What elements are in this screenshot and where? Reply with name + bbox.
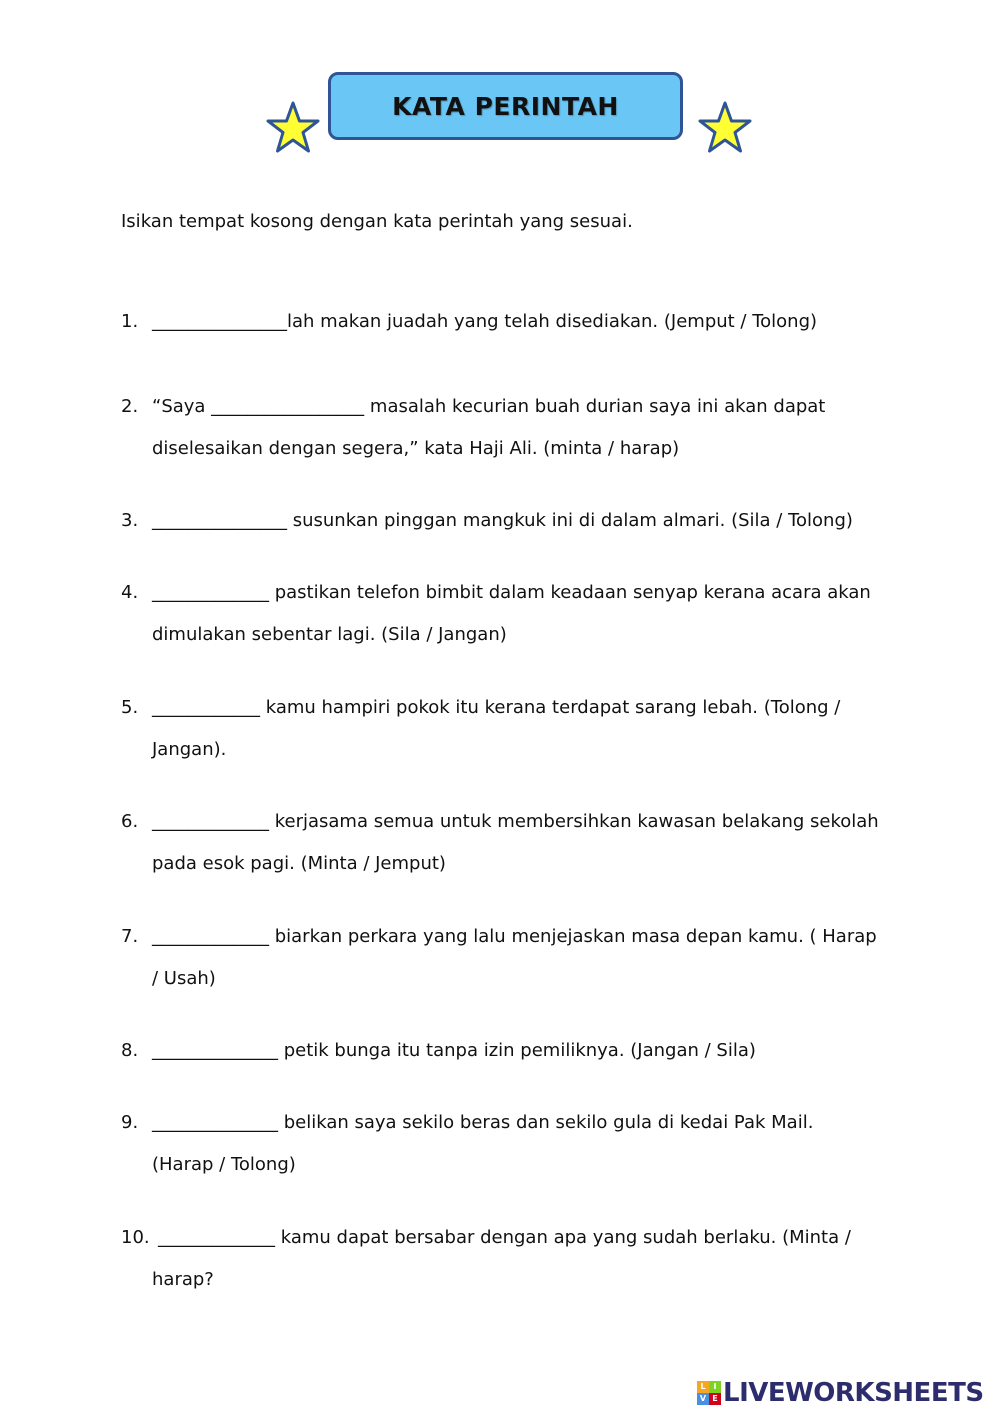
question-text: _____________ pastikan telefon bimbit dalam keadaan senyap kerana acara akan — [152, 582, 871, 603]
question-text-continued: / Usah) — [152, 968, 216, 989]
star-right-icon — [697, 100, 753, 154]
question-text: “Saya _________________ masalah kecurian buah durian saya ini akan dapat — [152, 396, 826, 417]
question-number: 3. — [121, 510, 139, 531]
question-text-continued: diselesaikan dengan segera,” kata Haji Ali. (minta / harap) — [152, 438, 680, 459]
logo-text: LIVEWORKSHEETS — [723, 1378, 984, 1408]
question-text-continued: pada esok pagi. (Minta / Jemput) — [152, 853, 446, 874]
question-number: 5. — [121, 697, 139, 718]
question-number: 2. — [121, 396, 139, 417]
question-text-continued: harap? — [152, 1269, 214, 1290]
question-number: 7. — [121, 926, 139, 947]
logo-icon: L I V E — [697, 1381, 721, 1405]
question-text: ______________ petik bunga itu tanpa izin pemiliknya. (Jangan / Sila) — [152, 1040, 756, 1061]
question-number: 10. — [121, 1227, 150, 1248]
question-number: 8. — [121, 1040, 139, 1061]
star-left-icon — [265, 100, 321, 154]
question-text: ______________ belikan saya sekilo beras dan sekilo gula di kedai Pak Mail. — [152, 1112, 814, 1133]
liveworksheets-logo — [697, 1378, 984, 1408]
question-number: 9. — [121, 1112, 139, 1133]
question-text: _______________lah makan juadah yang telah disediakan. (Jemput / Tolong) — [152, 311, 818, 332]
instruction-text: Isikan tempat kosong dengan kata perintah yang sesuai. — [121, 211, 633, 232]
question-text: _____________ kamu dapat bersabar dengan apa yang sudah berlaku. (Minta / — [158, 1227, 851, 1248]
question-text-continued: Jangan). — [152, 739, 227, 760]
question-text: ____________ kamu hampiri pokok itu kerana terdapat sarang lebah. (Tolong / — [152, 697, 841, 718]
question-text-continued: dimulakan sebentar lagi. (Sila / Jangan) — [152, 624, 507, 645]
question-text: _______________ susunkan pinggan mangkuk ini di dalam almari. (Sila / Tolong) — [152, 510, 853, 531]
question-text: _____________ biarkan perkara yang lalu menjejaskan masa depan kamu. ( Harap — [152, 926, 877, 947]
question-text-continued: (Harap / Tolong) — [152, 1154, 296, 1175]
question-text: _____________ kerjasama semua untuk membersihkan kawasan belakang sekolah — [152, 811, 879, 832]
question-number: 1. — [121, 311, 139, 332]
title-banner — [328, 72, 683, 140]
page-title: KATA PERINTAH — [392, 91, 619, 121]
question-number: 4. — [121, 582, 139, 603]
question-number: 6. — [121, 811, 139, 832]
